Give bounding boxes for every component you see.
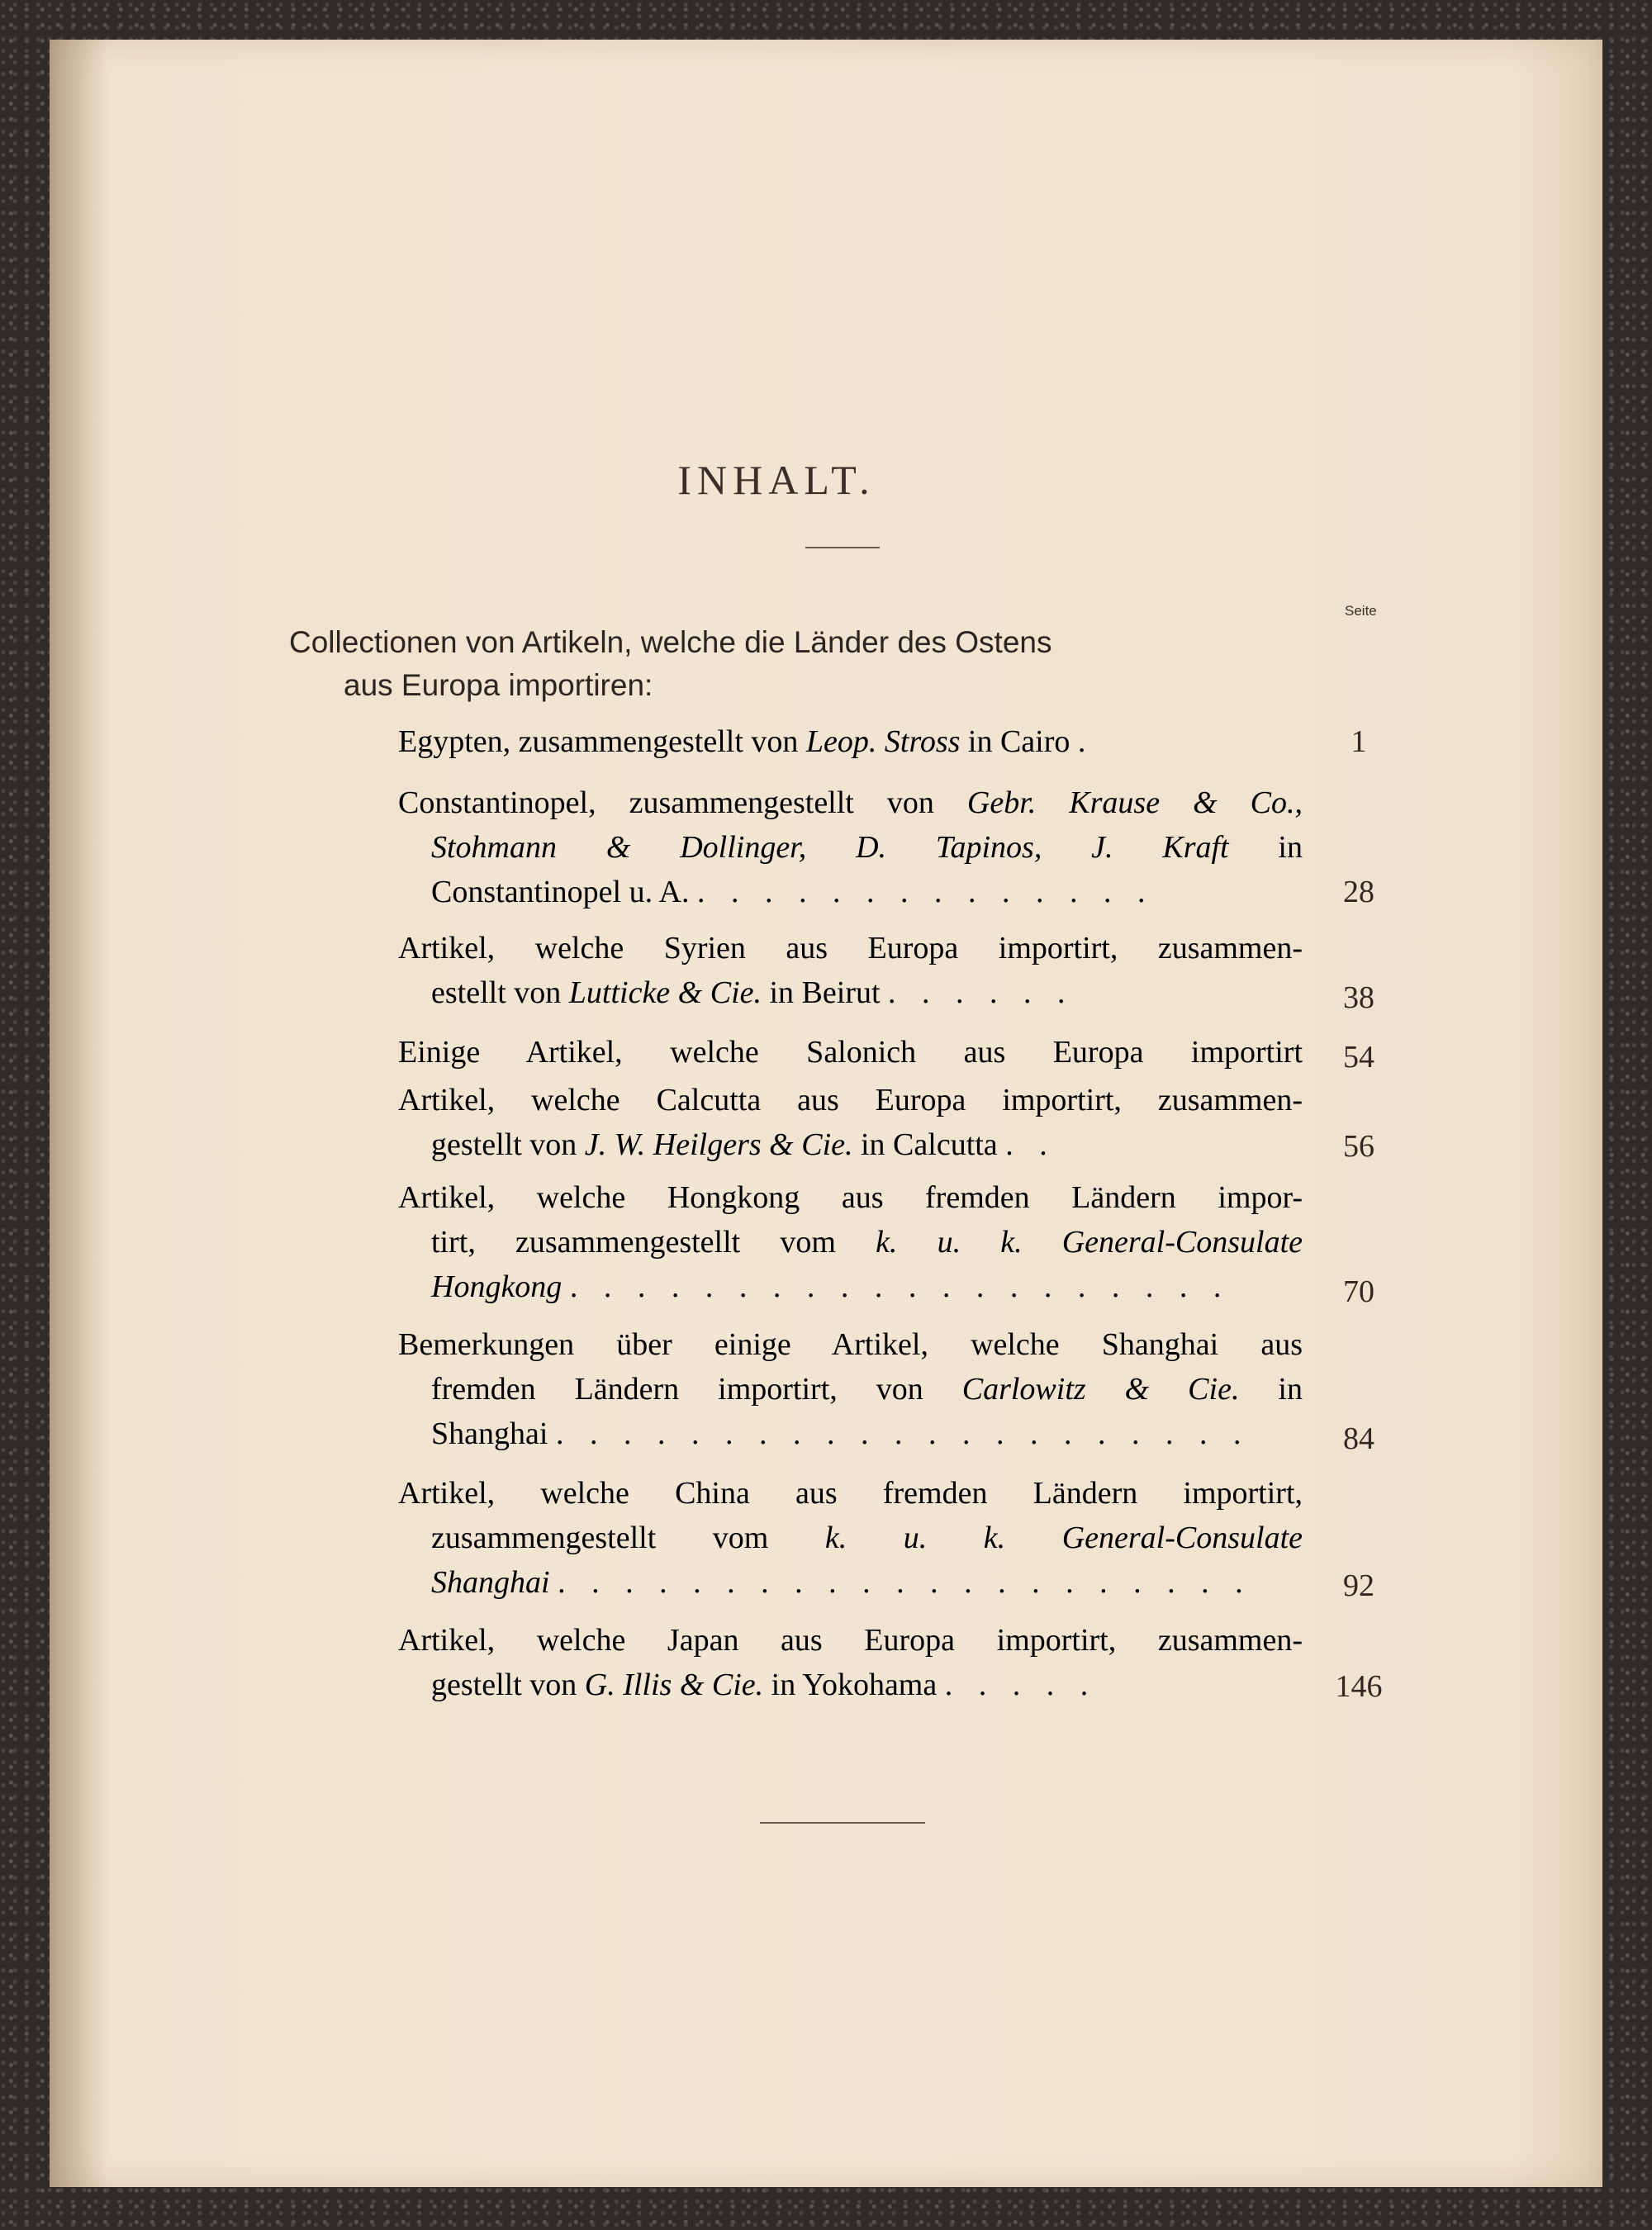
toc-entry-constantinopel-line-3: Constantinopel u. A. . . . . . . . . . . . . . . <box>431 875 1155 909</box>
page-gutter-shadow <box>50 40 107 2187</box>
toc-entry-constantinopel-line-2: Stohmann & Dollinger, D. Tapinos, J. Kraft in <box>431 830 1303 865</box>
toc-entry-constantinopel-page: 28 <box>1343 875 1374 909</box>
toc-entry-hongkong-line-1: Artikel, welche Hongkong aus fremden Ländern impor- <box>398 1180 1303 1215</box>
toc-entry-hongkong-line-2: tirt, zusammengestellt vom k. u. k. General-Consulate <box>431 1225 1303 1260</box>
toc-entry-syrien-line-1: Artikel, welche Syrien aus Europa importirt, zusammen- <box>398 931 1303 966</box>
section-heading-line-2: aus Europa importiren: <box>344 668 653 702</box>
toc-entry-shanghai-bemerkungen-line-3: Shanghai . . . . . . . . . . . . . . . . . . . . . <box>431 1416 1251 1451</box>
bottom-divider <box>760 1822 925 1824</box>
section-heading-line-1: Collectionen von Artikeln, welche die Länder des Ostens <box>289 625 1052 659</box>
toc-entry-calcutta-page: 56 <box>1343 1129 1374 1164</box>
toc-entry-japan-page: 146 <box>1335 1669 1383 1704</box>
toc-entry-china-page: 92 <box>1343 1568 1374 1603</box>
toc-entry-shanghai-bemerkungen-page: 84 <box>1343 1421 1374 1456</box>
toc-entry-constantinopel-line-1: Constantinopel, zusammengestellt von Gebr. Krause & Co., <box>398 785 1303 820</box>
toc-entry-hongkong-line-3: Hongkong . . . . . . . . . . . . . . . . . . . . <box>431 1269 1231 1304</box>
toc-entry-syrien-page: 38 <box>1343 980 1374 1015</box>
toc-entry-shanghai-bemerkungen-line-2: fremden Ländern importirt, von Carlowitz & Cie. in <box>431 1372 1303 1407</box>
section-heading <box>289 621 1305 707</box>
toc-entry-japan-line-2: gestellt von G. Illis & Cie. in Yokohama . . . . . <box>431 1668 1098 1702</box>
toc-entry-salonich-line-1: Einige Artikel, welche Salonich aus Europa importirt <box>398 1035 1303 1070</box>
page-title: INHALT. <box>677 457 876 503</box>
toc-entry-china-line-2: zusammengestellt vom k. u. k. General-Consulate <box>431 1521 1303 1555</box>
page-column-label: Seite <box>1345 603 1377 619</box>
title-divider <box>805 547 880 548</box>
toc-entry-salonich-page: 54 <box>1343 1040 1374 1075</box>
toc-entry-egypten-page: 1 <box>1351 724 1367 759</box>
toc-entry-japan-line-1: Artikel, welche Japan aus Europa importirt, zusammen- <box>398 1623 1303 1658</box>
toc-entry-hongkong-page: 70 <box>1343 1274 1374 1309</box>
toc-entry-shanghai-bemerkungen-line-1: Bemerkungen über einige Artikel, welche Shanghai aus <box>398 1327 1303 1362</box>
toc-entry-egypten-line-1: Egypten, zusammengestellt von Leop. Stross in Cairo . <box>398 724 1086 759</box>
toc-entry-china-line-1: Artikel, welche China aus fremden Ländern importirt, <box>398 1476 1303 1511</box>
toc-entry-calcutta-line-1: Artikel, welche Calcutta aus Europa importirt, zusammen- <box>398 1083 1303 1117</box>
toc-entry-china-line-3: Shanghai . . . . . . . . . . . . . . . . . . . . . <box>431 1565 1252 1600</box>
toc-entry-calcutta-line-2: gestellt von J. W. Heilgers & Cie. in Calcutta . . <box>431 1127 1056 1162</box>
toc-entry-syrien-line-2: estellt von Lutticke & Cie. in Beirut . . . . . . <box>431 975 1075 1010</box>
